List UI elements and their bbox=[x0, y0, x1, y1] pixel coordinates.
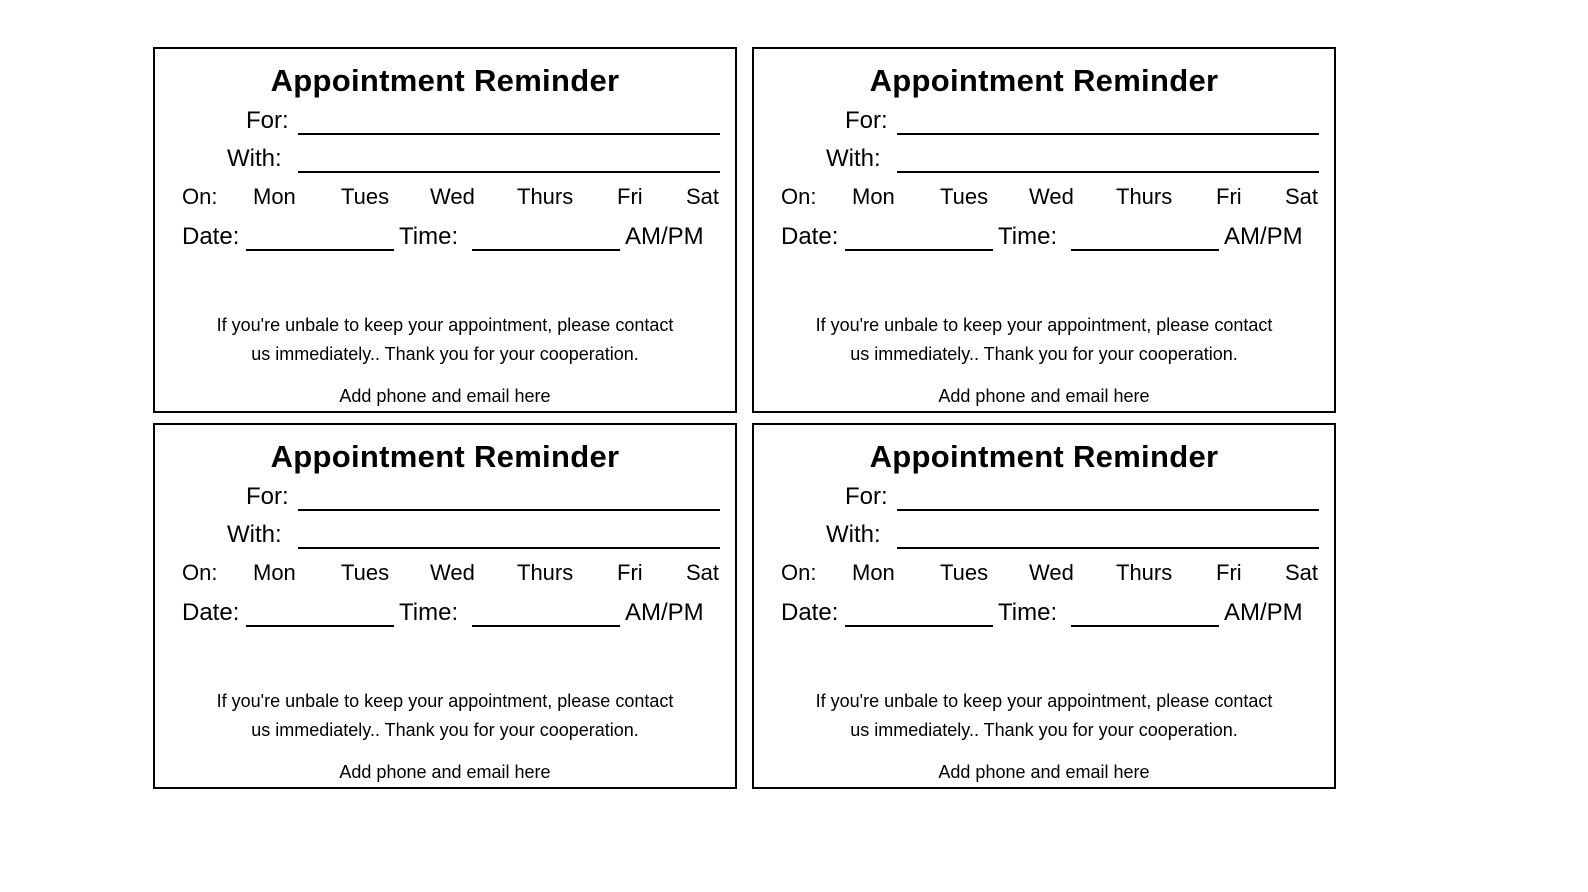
on-label: On: bbox=[781, 560, 817, 585]
time-label: Time: bbox=[399, 223, 459, 250]
day-option-wed[interactable]: Wed bbox=[1029, 560, 1074, 585]
day-option-thurs[interactable]: Thurs bbox=[517, 560, 574, 585]
on-label: On: bbox=[182, 560, 218, 585]
for-label: For: bbox=[246, 107, 289, 134]
day-option-tues[interactable]: Tues bbox=[940, 184, 989, 209]
notice-text bbox=[155, 687, 735, 745]
time-label: Time: bbox=[998, 599, 1058, 626]
contact-info: Add phone and email here bbox=[938, 386, 1150, 406]
reminder-card bbox=[752, 47, 1336, 413]
notice-text bbox=[155, 311, 735, 369]
day-option-tues[interactable]: Tues bbox=[940, 560, 989, 585]
day-option-mon[interactable]: Mon bbox=[253, 184, 296, 209]
with-label: With: bbox=[227, 145, 282, 172]
card-title: Appointment Reminder bbox=[270, 439, 620, 474]
day-option-thurs[interactable]: Thurs bbox=[1116, 560, 1173, 585]
date-blank-line[interactable] bbox=[246, 625, 394, 627]
date-label: Date: bbox=[182, 599, 240, 626]
time-label: Time: bbox=[399, 599, 459, 626]
time-blank-line[interactable] bbox=[1071, 625, 1219, 627]
date-label: Date: bbox=[781, 223, 839, 250]
reminder-card bbox=[153, 47, 737, 413]
notice-text bbox=[754, 311, 1334, 369]
ampm-label: AM/PM bbox=[625, 599, 704, 626]
time-blank-line[interactable] bbox=[472, 249, 620, 251]
card-title: Appointment Reminder bbox=[869, 439, 1219, 474]
notice-line-2: us immediately.. Thank you for your cooperation. bbox=[251, 344, 639, 364]
for-blank-line[interactable] bbox=[897, 509, 1319, 511]
day-option-sat[interactable]: Sat bbox=[686, 560, 720, 585]
reminder-card bbox=[153, 423, 737, 789]
time-blank-line[interactable] bbox=[1071, 249, 1219, 251]
day-option-sat[interactable]: Sat bbox=[1285, 184, 1319, 209]
contact-info: Add phone and email here bbox=[339, 386, 551, 406]
with-label: With: bbox=[826, 521, 881, 548]
for-blank-line[interactable] bbox=[897, 133, 1319, 135]
notice-line-2: us immediately.. Thank you for your cooperation. bbox=[850, 720, 1238, 740]
notice-line-1: If you're unbale to keep your appointment, please contact bbox=[815, 691, 1273, 711]
with-label: With: bbox=[227, 521, 282, 548]
with-label: With: bbox=[826, 145, 881, 172]
card-title: Appointment Reminder bbox=[869, 63, 1219, 98]
time-blank-line[interactable] bbox=[472, 625, 620, 627]
day-option-wed[interactable]: Wed bbox=[430, 560, 475, 585]
with-blank-line[interactable] bbox=[298, 171, 720, 173]
notice-text bbox=[754, 687, 1334, 745]
day-option-mon[interactable]: Mon bbox=[852, 560, 895, 585]
for-blank-line[interactable] bbox=[298, 509, 720, 511]
day-option-mon[interactable]: Mon bbox=[253, 560, 296, 585]
date-blank-line[interactable] bbox=[845, 249, 993, 251]
date-blank-line[interactable] bbox=[246, 249, 394, 251]
day-option-wed[interactable]: Wed bbox=[1029, 184, 1074, 209]
with-blank-line[interactable] bbox=[897, 171, 1319, 173]
notice-line-2: us immediately.. Thank you for your cooperation. bbox=[251, 720, 639, 740]
day-option-thurs[interactable]: Thurs bbox=[517, 184, 574, 209]
ampm-label: AM/PM bbox=[625, 223, 704, 250]
day-option-thurs[interactable]: Thurs bbox=[1116, 184, 1173, 209]
day-option-fri[interactable]: Fri bbox=[1216, 560, 1242, 585]
with-blank-line[interactable] bbox=[298, 547, 720, 549]
date-label: Date: bbox=[182, 223, 240, 250]
date-label: Date: bbox=[781, 599, 839, 626]
day-option-sat[interactable]: Sat bbox=[1285, 560, 1319, 585]
day-option-mon[interactable]: Mon bbox=[852, 184, 895, 209]
day-option-wed[interactable]: Wed bbox=[430, 184, 475, 209]
day-option-tues[interactable]: Tues bbox=[341, 560, 390, 585]
contact-info: Add phone and email here bbox=[339, 762, 551, 782]
day-option-sat[interactable]: Sat bbox=[686, 184, 720, 209]
notice-line-2: us immediately.. Thank you for your cooperation. bbox=[850, 344, 1238, 364]
for-label: For: bbox=[246, 483, 289, 510]
ampm-label: AM/PM bbox=[1224, 223, 1303, 250]
on-label: On: bbox=[781, 184, 817, 209]
day-option-fri[interactable]: Fri bbox=[617, 560, 643, 585]
day-option-tues[interactable]: Tues bbox=[341, 184, 390, 209]
for-blank-line[interactable] bbox=[298, 133, 720, 135]
date-blank-line[interactable] bbox=[845, 625, 993, 627]
on-label: On: bbox=[182, 184, 218, 209]
time-label: Time: bbox=[998, 223, 1058, 250]
reminder-card bbox=[752, 423, 1336, 789]
for-label: For: bbox=[845, 483, 888, 510]
notice-line-1: If you're unbale to keep your appointment, please contact bbox=[216, 315, 674, 335]
contact-info: Add phone and email here bbox=[938, 762, 1150, 782]
day-option-fri[interactable]: Fri bbox=[617, 184, 643, 209]
for-label: For: bbox=[845, 107, 888, 134]
notice-line-1: If you're unbale to keep your appointment, please contact bbox=[216, 691, 674, 711]
card-title: Appointment Reminder bbox=[270, 63, 620, 98]
with-blank-line[interactable] bbox=[897, 547, 1319, 549]
notice-line-1: If you're unbale to keep your appointment, please contact bbox=[815, 315, 1273, 335]
ampm-label: AM/PM bbox=[1224, 599, 1303, 626]
day-option-fri[interactable]: Fri bbox=[1216, 184, 1242, 209]
